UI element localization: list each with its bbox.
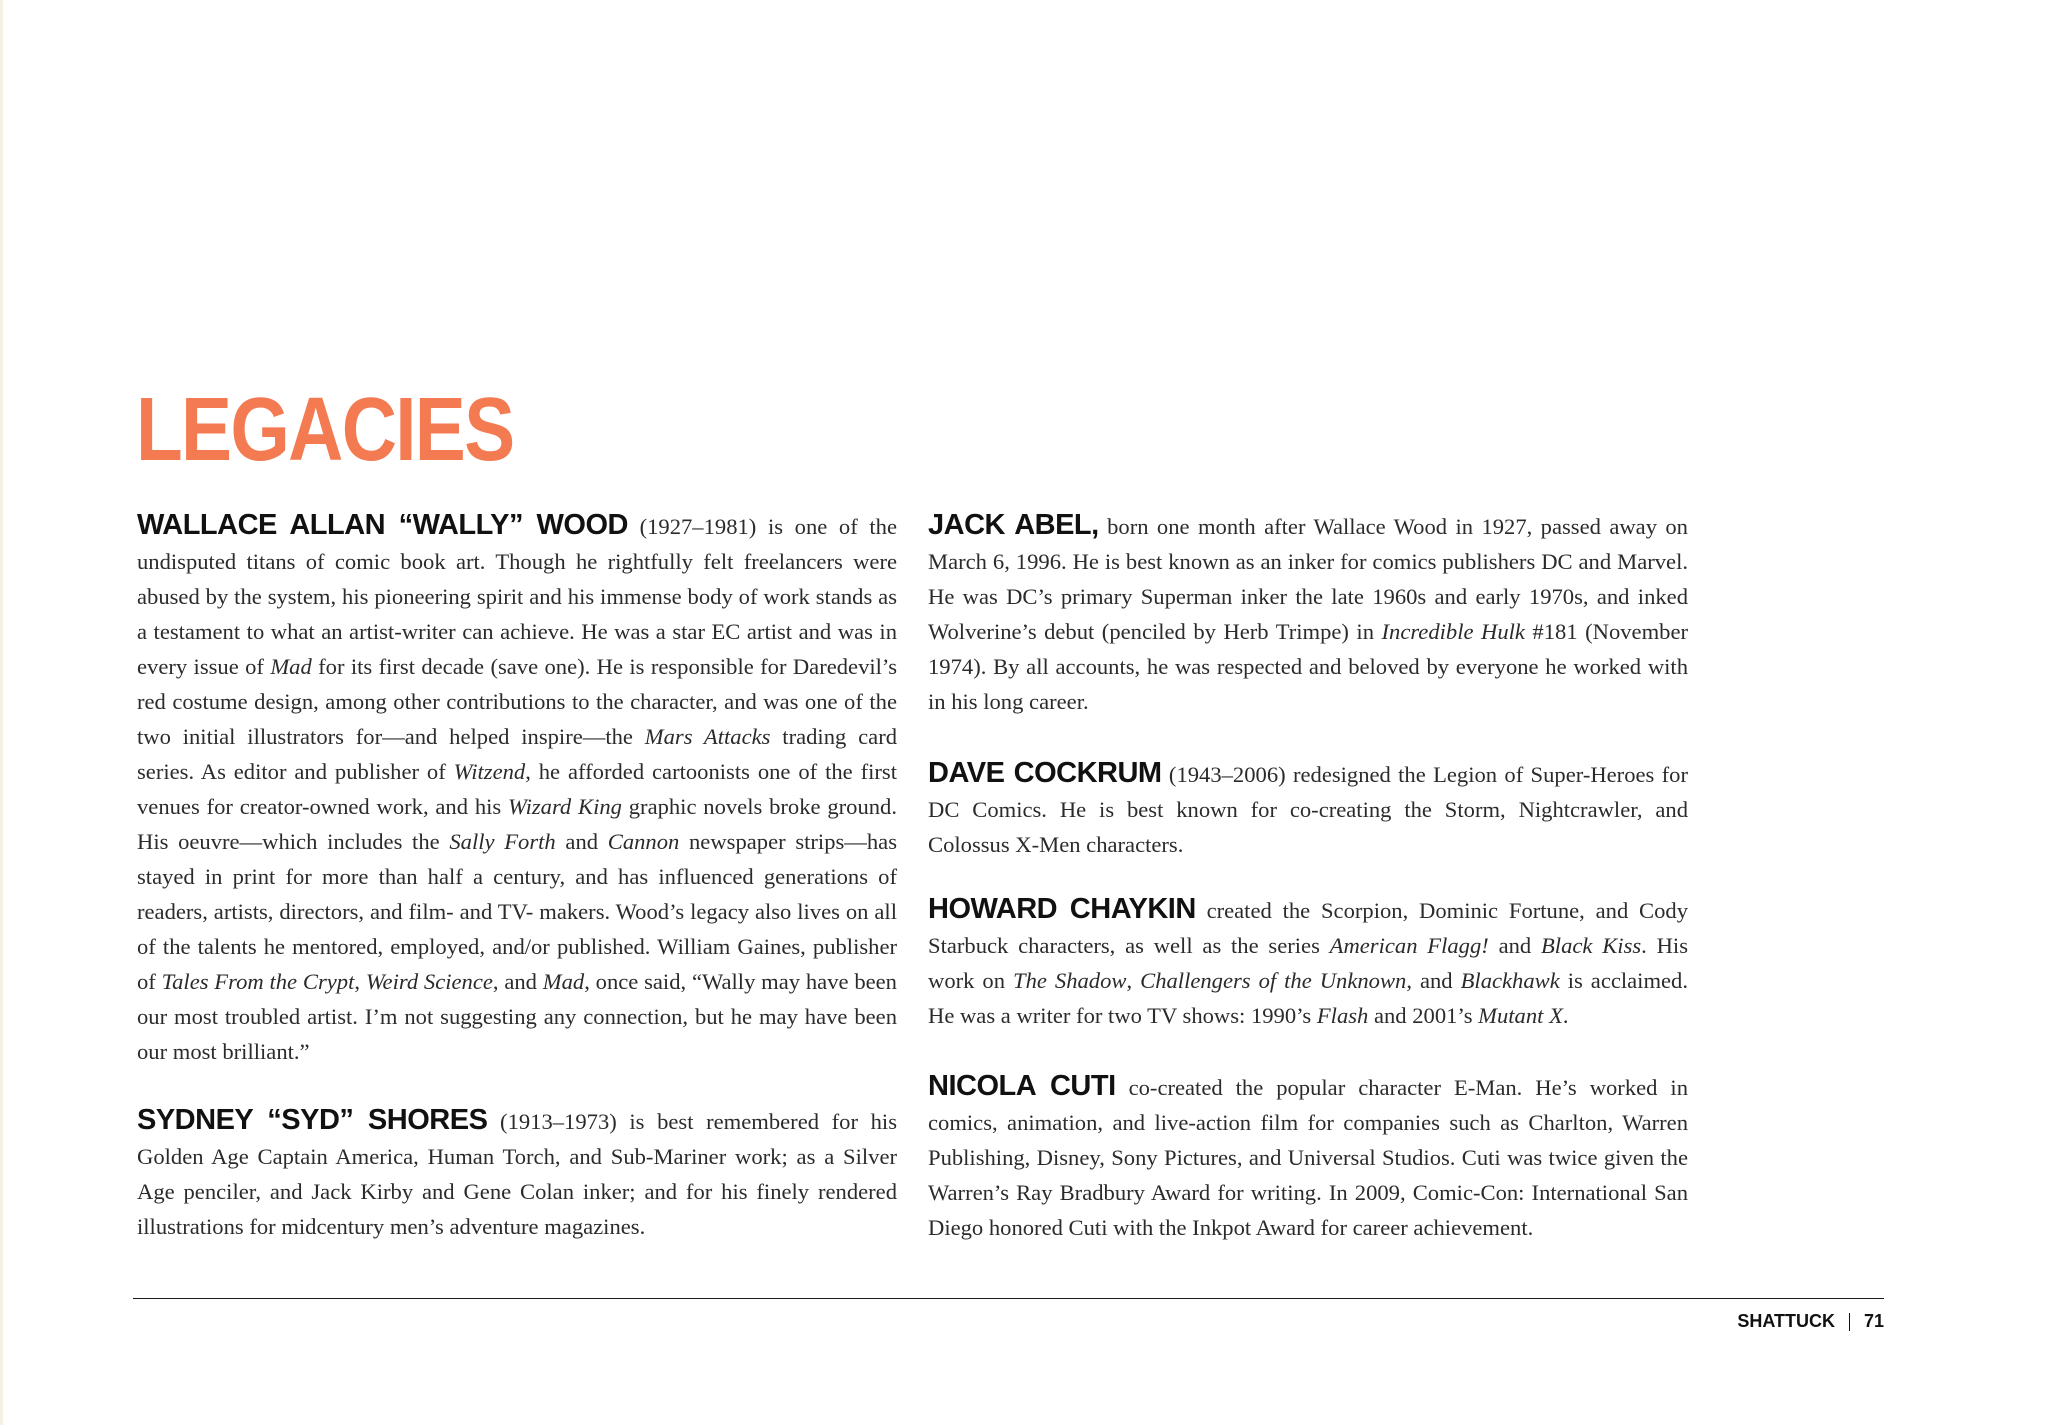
italic-title: American Flagg! xyxy=(1329,933,1489,958)
text-run: #181 (November 1974). By all accounts, he was respected and beloved by everyone he worked with in his long career. xyxy=(928,619,1689,714)
bio-entry-cockrum xyxy=(928,756,1688,862)
bio-name: DAVE COCKRUM xyxy=(928,757,1162,789)
italic-title: Incredible Hulk xyxy=(1381,619,1525,644)
italic-title: Blackhawk xyxy=(1460,968,1560,993)
italic-title: Weird Science xyxy=(365,969,493,994)
bio-entry-abel xyxy=(928,508,1688,719)
italic-title: Mad xyxy=(542,969,585,994)
footer-rule xyxy=(133,1298,1884,1299)
text-run: is acclaimed. He was a writer for two TV shows: 1990’s xyxy=(928,968,1689,1028)
text-run: (1913–1973) is best remembered for his Golden Age Captain America, Human Torch, and Sub-Mariner work; as a Silver Age penciler, and Jack Kirby and Gene Colan inker; and for his finely rendered illustrations for midcentury men’s adventure magazines. xyxy=(137,1109,897,1239)
bio-entry-shores xyxy=(137,1103,897,1244)
bio-name: HOWARD CHAYKIN xyxy=(928,893,1196,925)
italic-title: Mutant X xyxy=(1478,1003,1563,1028)
italic-title: Cannon xyxy=(607,829,680,854)
left-column xyxy=(137,508,897,1244)
text-run: , once said, “Wally may have been our most troubled artist. I’m not suggesting any connection, but he may have been our most brilliant.” xyxy=(137,969,897,1064)
text-run: , and xyxy=(492,969,543,994)
bio-text xyxy=(928,514,1688,714)
footer-author: SHATTUCK xyxy=(1737,1311,1835,1331)
text-run: graphic novels broke ground. His oeuvre—which includes the xyxy=(137,794,897,854)
bio-entry-chaykin xyxy=(928,892,1688,1033)
italic-title: The Shadow xyxy=(1013,968,1127,993)
italic-title: Flash xyxy=(1316,1003,1369,1028)
text-run: . xyxy=(1562,1003,1569,1028)
bio-name: JACK ABEL, xyxy=(928,509,1099,541)
page-edge xyxy=(0,0,3,1425)
text-run: , xyxy=(354,969,366,994)
italic-title: Mad xyxy=(270,654,312,679)
text-run: (1943–2006) redesigned the Legion of Super-Heroes for DC Comics. He is best known for co-creating the Storm, Nightcrawler, and Colossus X-Men characters. xyxy=(928,762,1688,857)
text-run: created the Scorpion, Dominic Fortune, and Cody Starbuck characters, as well as the series xyxy=(928,898,1688,958)
right-column xyxy=(928,508,1688,1245)
text-run: , and xyxy=(1406,968,1461,993)
text-run: newspaper strips—has stayed in print for more than half a century, and has influenced generations of readers, artists, directors, and film- and TV- makers. Wood’s legacy also lives on all of the talents he mentored, employed, and/or published. William Gaines, publisher of xyxy=(137,829,897,994)
page-number: 71 xyxy=(1863,1311,1884,1331)
bio-name: WALLACE ALLAN “WALLY” WOOD xyxy=(137,509,628,541)
italic-title: Tales From the Crypt xyxy=(161,969,355,994)
footer-separator xyxy=(1849,1313,1850,1331)
text-run: for its first decade (save one). He is responsible for Daredevil’s red costume design, among other contributions to the character, and was one of the two initial illustrators for—and helped inspire—the xyxy=(137,654,897,749)
page-title: LEGACIES xyxy=(136,380,514,480)
italic-title: Challengers of the Unknown xyxy=(1140,968,1407,993)
italic-title: Wizard King xyxy=(508,794,622,819)
text-run: (1927–1981) is one of the undisputed titans of comic book art. Though he rightfully felt freelancers were abused by the system, his pioneering spirit and his immense body of work stands as a testament to what an artist-writer can achieve. He was a star EC artist and was in every issue of xyxy=(137,514,897,679)
text-run: , xyxy=(1126,968,1141,993)
bio-text xyxy=(137,514,897,1064)
text-run: and xyxy=(1488,933,1541,958)
bio-entry-cuti xyxy=(928,1069,1688,1245)
text-run: co-created the popular character E-Man. He’s worked in comics, animation, and live-action film for companies such as Charlton, Warren Publishing, Disney, Sony Pictures, and Universal Studios. Cuti was twice given the Warren’s Ray Bradbury Award for writing. In 2009, Comic-Con: International San Diego honored Cuti with the Inkpot Award for career achievement. xyxy=(928,1075,1689,1240)
bio-name: SYDNEY “SYD” SHORES xyxy=(137,1104,488,1136)
text-run: and xyxy=(555,829,608,854)
italic-title: Black Kiss xyxy=(1541,933,1642,958)
text-run: , he afforded cartoonists one of the first venues for creator-owned work, and his xyxy=(137,759,897,819)
italic-title: Witzend xyxy=(453,759,526,784)
italic-title: Sally Forth xyxy=(449,829,556,854)
text-run: trading card series. As editor and publisher of xyxy=(137,724,898,784)
bio-name: NICOLA CUTI xyxy=(928,1070,1116,1102)
bio-entry-wood xyxy=(137,508,897,1069)
text-run: and 2001’s xyxy=(1368,1003,1479,1028)
italic-title: Mars Attacks xyxy=(644,724,771,749)
text-run: born one month after Wallace Wood in 1927, passed away on March 6, 1996. He is best known as an inker for comics publishers DC and Marvel. He was DC’s primary Superman inker the late 1960s and early 1970s, and inked Wolverine’s debut (penciled by Herb Trimpe) in xyxy=(928,514,1688,644)
page-footer xyxy=(1737,1311,1884,1332)
text-run: . His work on xyxy=(928,933,1688,993)
